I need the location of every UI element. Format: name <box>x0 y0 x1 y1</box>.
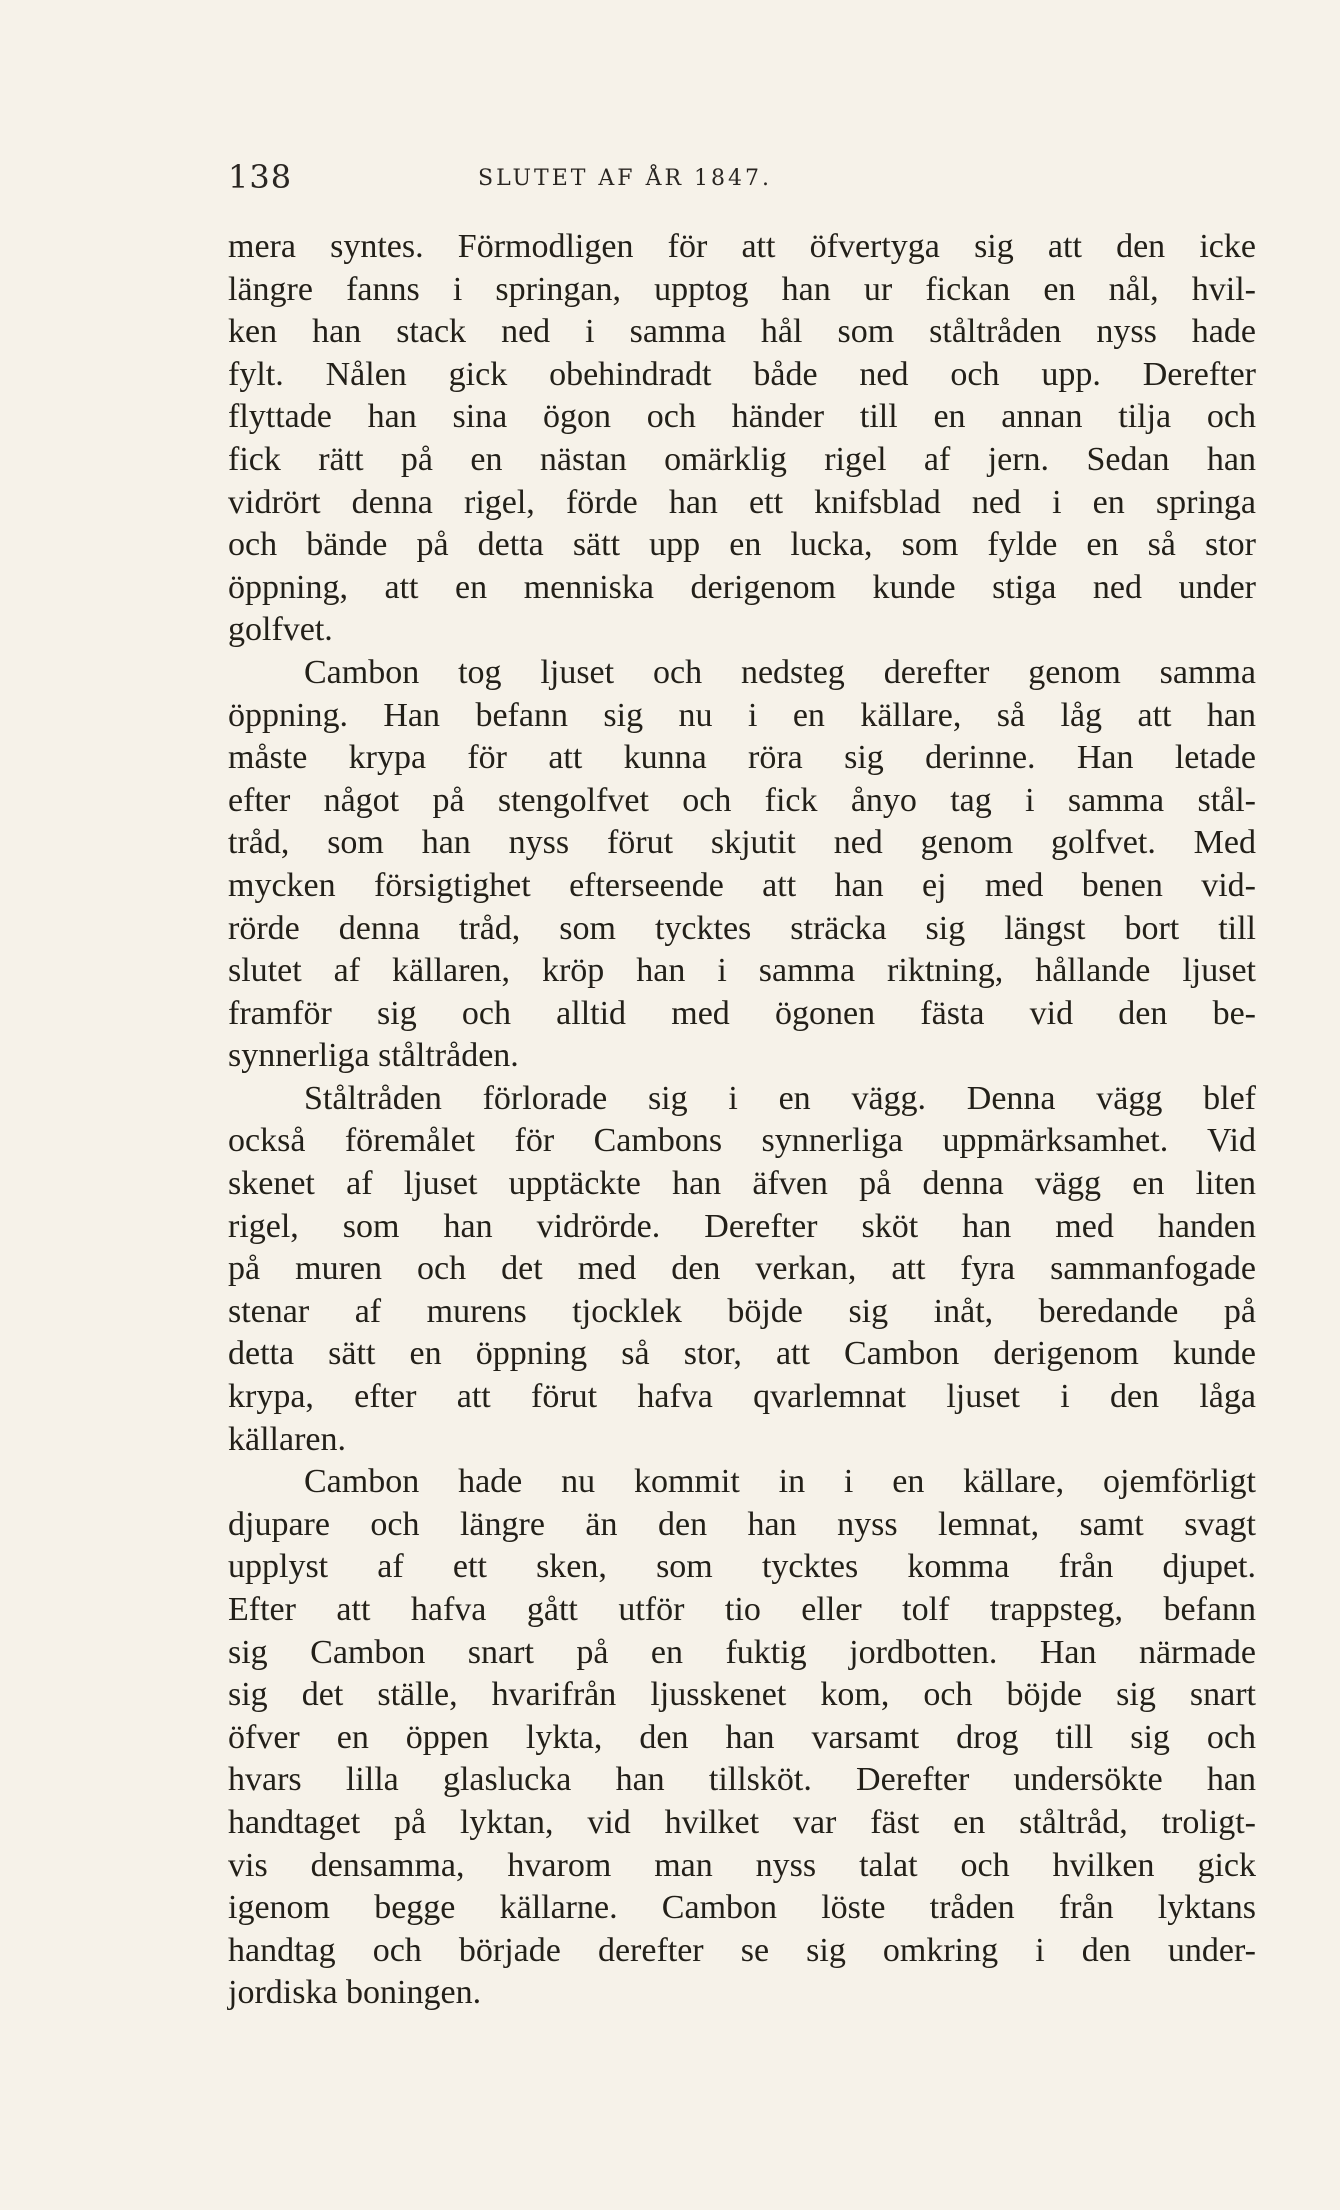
text-line: jordiska boningen. <box>228 1974 482 2012</box>
page-number: 138 <box>228 158 293 196</box>
text-line: krypa, efter att förut hafva qvarlemnat ljuset i den låga <box>228 1378 1256 1416</box>
text-line: också föremålet för Cambons synnerliga uppmärksamhet. Vid <box>228 1122 1256 1160</box>
text-line: fylt. Nålen gick obehindradt både ned och upp. Derefter <box>228 355 1256 393</box>
text-line: skenet af ljuset upptäckte han äfven på denna vägg en liten <box>228 1165 1256 1203</box>
text-line: längre fanns i springan, upptog han ur fickan en nål, hvil- <box>228 270 1256 308</box>
text-line: Cambon hade nu kommit in i en källare, ojemförligt <box>304 1463 1256 1501</box>
text-line: handtaget på lyktan, vid hvilket var fäst en ståltråd, troligt- <box>228 1803 1256 1841</box>
text-line: upplyst af ett sken, som tycktes komma från djupet. <box>228 1548 1256 1586</box>
body-text <box>228 226 1256 2015</box>
text-line: måste krypa för att kunna röra sig derinne. Han letade <box>228 739 1256 777</box>
text-line: flyttade han sina ögon och händer till en annan tilja och <box>228 398 1256 436</box>
text-line: slutet af källaren, kröp han i samma riktning, hållande ljuset <box>228 952 1256 990</box>
text-line: golfvet. <box>228 611 333 649</box>
text-line: fick rätt på en nästan omärklig rigel af jern. Sedan han <box>228 440 1256 478</box>
text-line: ken han stack ned i samma hål som ståltråden nyss hade <box>228 313 1256 351</box>
page-header <box>228 158 1138 208</box>
text-line: rigel, som han vidrörde. Derefter sköt han med handen <box>228 1207 1256 1245</box>
text-line: Efter att hafva gått utför tio eller tolf trappsteg, befann <box>228 1591 1256 1628</box>
text-line: igenom begge källarne. Cambon löste tråden från lyktans <box>228 1889 1256 1927</box>
text-line: mera syntes. Förmodligen för att öfvertyga sig att den icke <box>228 228 1256 265</box>
running-head: SLUTET AF ÅR 1847. <box>478 166 772 191</box>
text-line: hvars lilla glaslucka han tillsköt. Derefter undersökte han <box>228 1761 1256 1799</box>
text-line: vidrört denna rigel, förde han ett knifsblad ned i en springa <box>228 483 1256 521</box>
text-line: öfver en öppen lykta, den han varsamt drog till sig och <box>228 1718 1256 1756</box>
text-line: öppning, att en menniska derigenom kunde stiga ned under <box>228 568 1256 606</box>
text-line: djupare och längre än den han nyss lemnat, samt svagt <box>228 1505 1256 1543</box>
text-line: och bände på detta sätt upp en lucka, som fylde en så stor <box>228 526 1256 564</box>
text-line: tråd, som han nyss förut skjutit ned genom golfvet. Med <box>228 824 1256 862</box>
text-line: Cambon tog ljuset och nedsteg derefter genom samma <box>304 653 1256 691</box>
text-line: vis densamma, hvarom man nyss talat och hvilken gick <box>228 1846 1256 1884</box>
text-line: handtag och började derefter se sig omkring i den under- <box>228 1931 1256 1969</box>
text-line: framför sig och alltid med ögonen fästa vid den be- <box>228 994 1256 1032</box>
text-line: öppning. Han befann sig nu i en källare, så låg att han <box>228 696 1256 734</box>
text-line: detta sätt en öppning så stor, att Cambon derigenom kunde <box>228 1335 1256 1373</box>
text-line: stenar af murens tjocklek böjde sig inåt, beredande på <box>228 1292 1256 1330</box>
text-line: synnerliga ståltråden. <box>228 1037 519 1075</box>
text-line: Ståltråden förlorade sig i en vägg. Denna vägg blef <box>304 1079 1256 1117</box>
text-line: mycken försigtighet efterseende att han ej med benen vid- <box>228 866 1256 904</box>
text-line: rörde denna tråd, som tycktes sträcka sig längst bort till <box>228 909 1256 947</box>
text-line: sig det ställe, hvarifrån ljusskenet kom, och böjde sig snart <box>228 1676 1256 1714</box>
text-line: på muren och det med den verkan, att fyra sammanfogade <box>228 1250 1256 1288</box>
text-line: efter något på stengolfvet och fick ånyo tag i samma stål- <box>228 781 1256 819</box>
text-line: sig Cambon snart på en fuktig jordbotten. Han närmade <box>228 1633 1256 1671</box>
text-line: källaren. <box>228 1420 346 1458</box>
